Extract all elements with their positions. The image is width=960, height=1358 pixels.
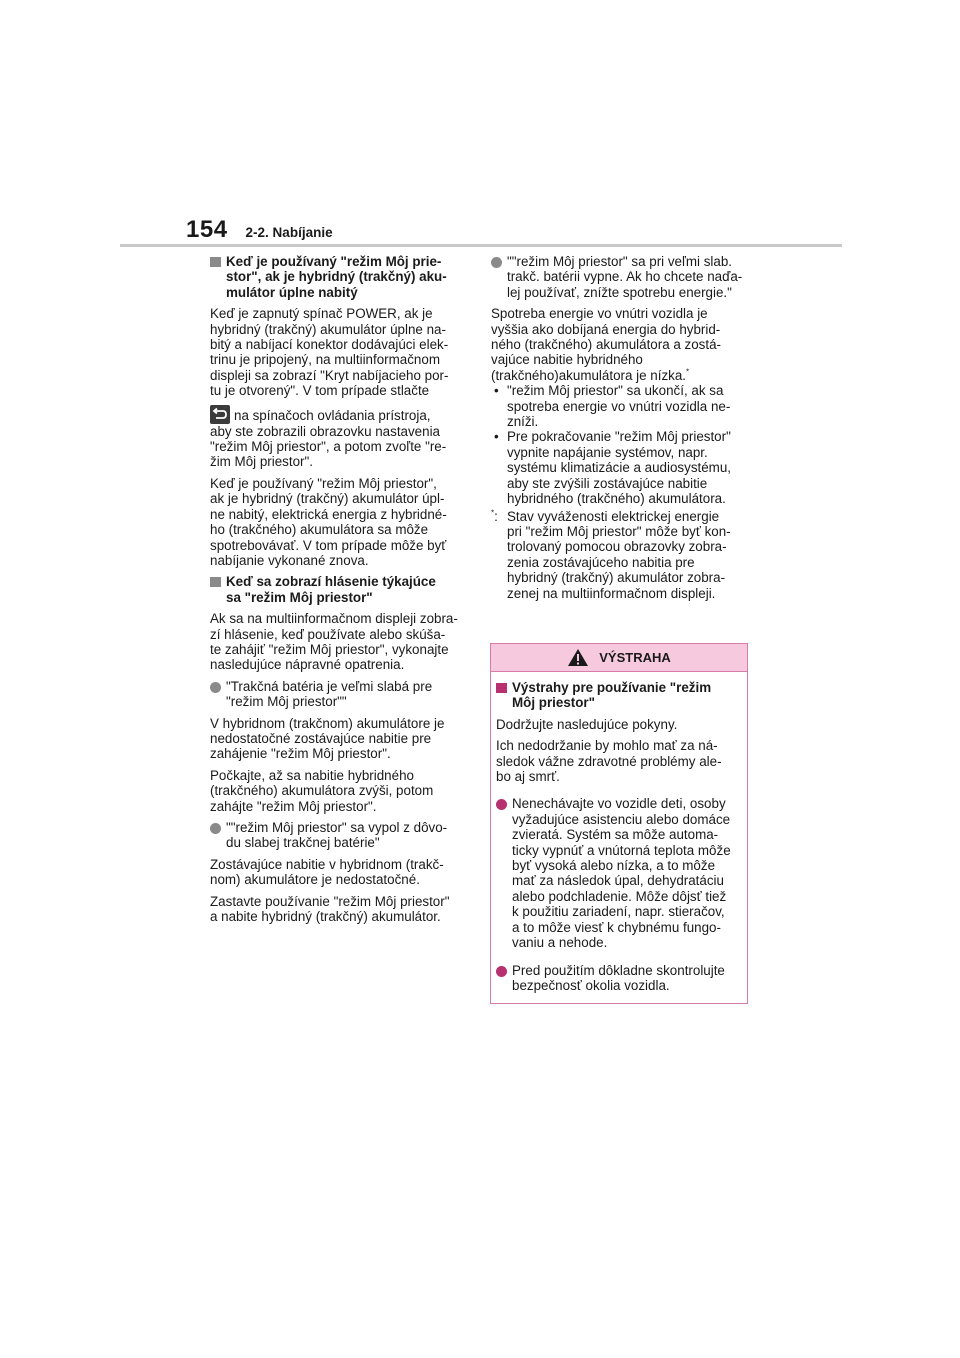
text-line: byť vysoká alebo nízka, a to môže <box>512 858 716 874</box>
text-line: trakč. batérii vypne. Ak ho chcete naďa- <box>507 269 743 285</box>
text-line: Spotreba energie vo vnútri vozidla je <box>491 306 708 322</box>
text-line: k použitiu zariadení, napr. stieračov, <box>512 904 725 920</box>
text-line: alebo podchladenie. Môže dôjsť tiež <box>512 888 727 904</box>
paragraph <box>210 894 472 925</box>
text-line: ""režim Môj priestor" sa vypol z dôvo- <box>226 820 448 835</box>
text-line: a to môže viesť k chybnému fungo- <box>512 919 721 935</box>
text-line: ne nabitý, elektrická energia z hybridné- <box>210 506 447 522</box>
text-line: aby ste zobrazili obrazovku nastavenia <box>210 423 441 439</box>
paragraph <box>210 424 472 470</box>
warning-bullet <box>496 796 741 950</box>
text-line: "Trakčná batéria je veľmi slabá pre <box>226 678 433 694</box>
text-line: Zastavte používanie "režim Môj priestor" <box>210 893 450 909</box>
text-line: trolovaný pomocou obrazovky zobra- <box>507 539 727 555</box>
dash-marker: • <box>494 383 499 399</box>
text-line: zahájte "režim Môj priestor". <box>210 798 377 814</box>
warning-triangle-icon <box>567 648 589 667</box>
text-line: tu je otvorený". V tom prípade stlačte <box>210 383 430 399</box>
footnote <box>491 509 753 601</box>
paragraph <box>496 717 741 732</box>
text-line: nasledujúce nápravné opatrenia. <box>210 657 405 673</box>
text-line: vajúce nabitie hybridného (trakčného) <box>491 352 643 383</box>
text-line: displeji sa zobrazí "Kryt nabíjacieho por- <box>210 367 449 383</box>
text-line: Môj priestor" <box>512 695 595 711</box>
section-title: 2-2. Nabíjanie <box>245 225 333 240</box>
text-line: Zostávajúce nabitie v hybridnom (trakč- <box>210 856 444 872</box>
text-line: vypnite napájanie systémov, napr. <box>507 444 708 460</box>
text-line: (trakčného) akumulátora zvýši, potom <box>210 783 434 799</box>
text-line: spotreba energie vo vnútri vozidla ne- <box>507 398 731 414</box>
warning-title: VÝSTRAHA <box>599 650 671 665</box>
paragraph <box>210 476 472 568</box>
bullet-item <box>210 820 472 851</box>
dash-marker: • <box>494 429 499 445</box>
text-line: Počkajte, až sa nabitie hybridného <box>210 767 414 783</box>
text-line: Ak sa na multiinformačnom displeji zobra- <box>210 611 458 627</box>
text-line: vyžadujúce asistenciu alebo domáce <box>512 811 731 827</box>
footnote-marker: *: <box>491 508 498 524</box>
warning-heading <box>496 680 741 711</box>
text-line: nedostatočné zostávajúce nabitie pre <box>210 730 432 746</box>
text-line: spotrebovávať. V tom prípade môže byť <box>210 537 447 553</box>
text-line: Ich nedodržanie by mohlo mať za ná- <box>496 738 718 754</box>
text-line: nabíjanie vykonané znova. <box>210 552 369 568</box>
left-column <box>210 254 472 930</box>
text-line: mulátor úplne nabitý <box>226 284 358 300</box>
text-line: trinu je pripojený, na multiinformačnom <box>210 352 440 368</box>
warning-bullet <box>496 963 741 994</box>
text-line: Keď je používaný "režim Môj priestor", <box>210 475 437 491</box>
text-line: pri "režim Môj priestor" môže byť kon- <box>507 523 731 539</box>
text-line: a nabite hybridný (trakčný) akumulátor. <box>210 909 441 925</box>
paragraph: Spotreba energie vo vnútri vozidla je vyššia ako dobíjaná energia do hybrid- ného (trakčného) akumulátora a zostá- vajúce nabitie hybridného (trakčného)akumulátora je nízka.* <box>491 306 721 383</box>
text-line: zahájenie "režim Môj priestor". <box>210 746 391 762</box>
text-line: mať za následok úpal, dehydratáciu <box>512 873 724 889</box>
text-line: Keď je používaný "režim Môj prie- <box>226 254 442 269</box>
bullet-dot-icon <box>491 257 502 268</box>
text-line: aby ste zvýšili zostávajúce nabitie <box>507 475 708 491</box>
heading-square-icon <box>496 683 507 693</box>
paragraph <box>210 611 472 673</box>
text-line: Pre pokračovanie "režim Môj priestor" <box>507 429 731 445</box>
bullet-dot-icon <box>210 682 221 693</box>
paragraph <box>210 857 472 888</box>
text-line: ak je hybridný (trakčný) akumulátor úpl- <box>210 491 445 507</box>
text-line: "režim Môj priestor"" <box>226 694 347 710</box>
text-line: bezpečnosť okolia vozidla. <box>512 977 670 993</box>
text-line: Výstrahy pre používanie "režim <box>512 680 712 695</box>
text-line: hybridný (trakčný) akumulátor úplne na- <box>210 321 446 337</box>
warning-body <box>491 672 747 993</box>
text-line: "režim Môj priestor", a potom zvoľte "re- <box>210 439 447 455</box>
text-line: sa "režim Môj priestor" <box>226 589 373 605</box>
header-rule <box>120 244 842 247</box>
text-line: Stav vyváženosti elektrickej energie <box>507 508 720 524</box>
text-line: hybridného (trakčného) akumulátora. <box>507 491 726 507</box>
text-line: Keď je zapnutý spínač POWER, ak je <box>210 306 433 322</box>
text-line: ho (trakčného) akumulátora sa môže <box>210 522 429 538</box>
text-line: zenia zostávajúceho nabitia pre <box>507 554 695 570</box>
text-line: lej používať, znížte spotrebu energie." <box>507 284 732 300</box>
heading-square-icon <box>210 257 221 267</box>
page-header <box>186 216 333 242</box>
text-line: ného (trakčného) akumulátora a zostá- <box>491 337 721 353</box>
text-line: nom) akumulátore je nedostatočné. <box>210 872 420 888</box>
bullet-item <box>210 679 472 710</box>
heading-square-icon <box>210 577 221 587</box>
warning-box <box>490 643 748 1004</box>
bullet-dot-icon <box>496 799 507 810</box>
text-line: zí hlásenie, keď používate alebo skúša- <box>210 626 446 642</box>
text-line: Keď sa zobrazí hlásenie týkajúce <box>226 574 436 590</box>
paragraph <box>210 768 472 814</box>
paragraph <box>210 716 472 762</box>
dash-item <box>491 429 753 506</box>
page-number: 154 <box>186 216 228 243</box>
text-line: te zahájiť "režim Môj priestor", vykonajte <box>210 641 449 657</box>
text-line: ticky vypnúť a vnútorná teplota môže <box>512 842 731 858</box>
text-line: vyššia ako dobíjaná energia do hybrid- <box>491 321 721 337</box>
heading-message <box>210 574 472 605</box>
text-line: zvieratá. Systém sa môže automa- <box>512 827 719 843</box>
paragraph <box>210 306 472 398</box>
text-line: vaniu a nehode. <box>512 935 608 951</box>
text-line: V hybridnom (trakčnom) akumulátore je <box>210 715 445 731</box>
right-column <box>491 254 753 601</box>
text-line: ""režim Môj priestor" sa pri veľmi slab. <box>507 254 733 269</box>
text-line: hybridný (trakčný) akumulátor zobra- <box>507 570 726 586</box>
bullet-item <box>491 254 753 300</box>
dash-item <box>491 383 753 429</box>
text-line: Nenechávajte vo vozidle deti, osoby <box>512 796 726 812</box>
text-line: bitý a nabíjací konektor dodávajúci elek- <box>210 337 449 353</box>
text-line: zenej na multiinformačnom displeji. <box>507 585 716 601</box>
bullet-dot-icon <box>210 823 221 834</box>
paragraph: na spínačoch ovládania prístroja, <box>210 405 472 424</box>
text-line: systému klimatizácie a audiosystému, <box>507 460 732 476</box>
text-line: žim Môj priestor". <box>210 454 313 470</box>
footnote-asterisk: * <box>686 367 690 377</box>
text-line: sledok vážne zdravotné problémy ale- <box>496 753 722 769</box>
text-line: bo aj smrť. <box>496 769 560 785</box>
bullet-dot-icon <box>496 966 507 977</box>
heading-full-charge <box>210 254 472 300</box>
text-line: "režim Môj priestor" sa ukončí, ak sa <box>507 383 724 399</box>
text-line: Dodržujte nasledujúce pokyny. <box>496 716 678 732</box>
text-line: du slabej trakčnej batérie" <box>226 835 380 851</box>
text-line: Pred použitím dôkladne skontrolujte <box>512 962 725 978</box>
warning-header <box>491 644 747 672</box>
back-arrow-icon <box>210 405 230 424</box>
paragraph <box>496 738 741 784</box>
text-line: zníži. <box>507 414 539 430</box>
text-line: stor", ak je hybridný (trakčný) aku- <box>226 269 447 285</box>
